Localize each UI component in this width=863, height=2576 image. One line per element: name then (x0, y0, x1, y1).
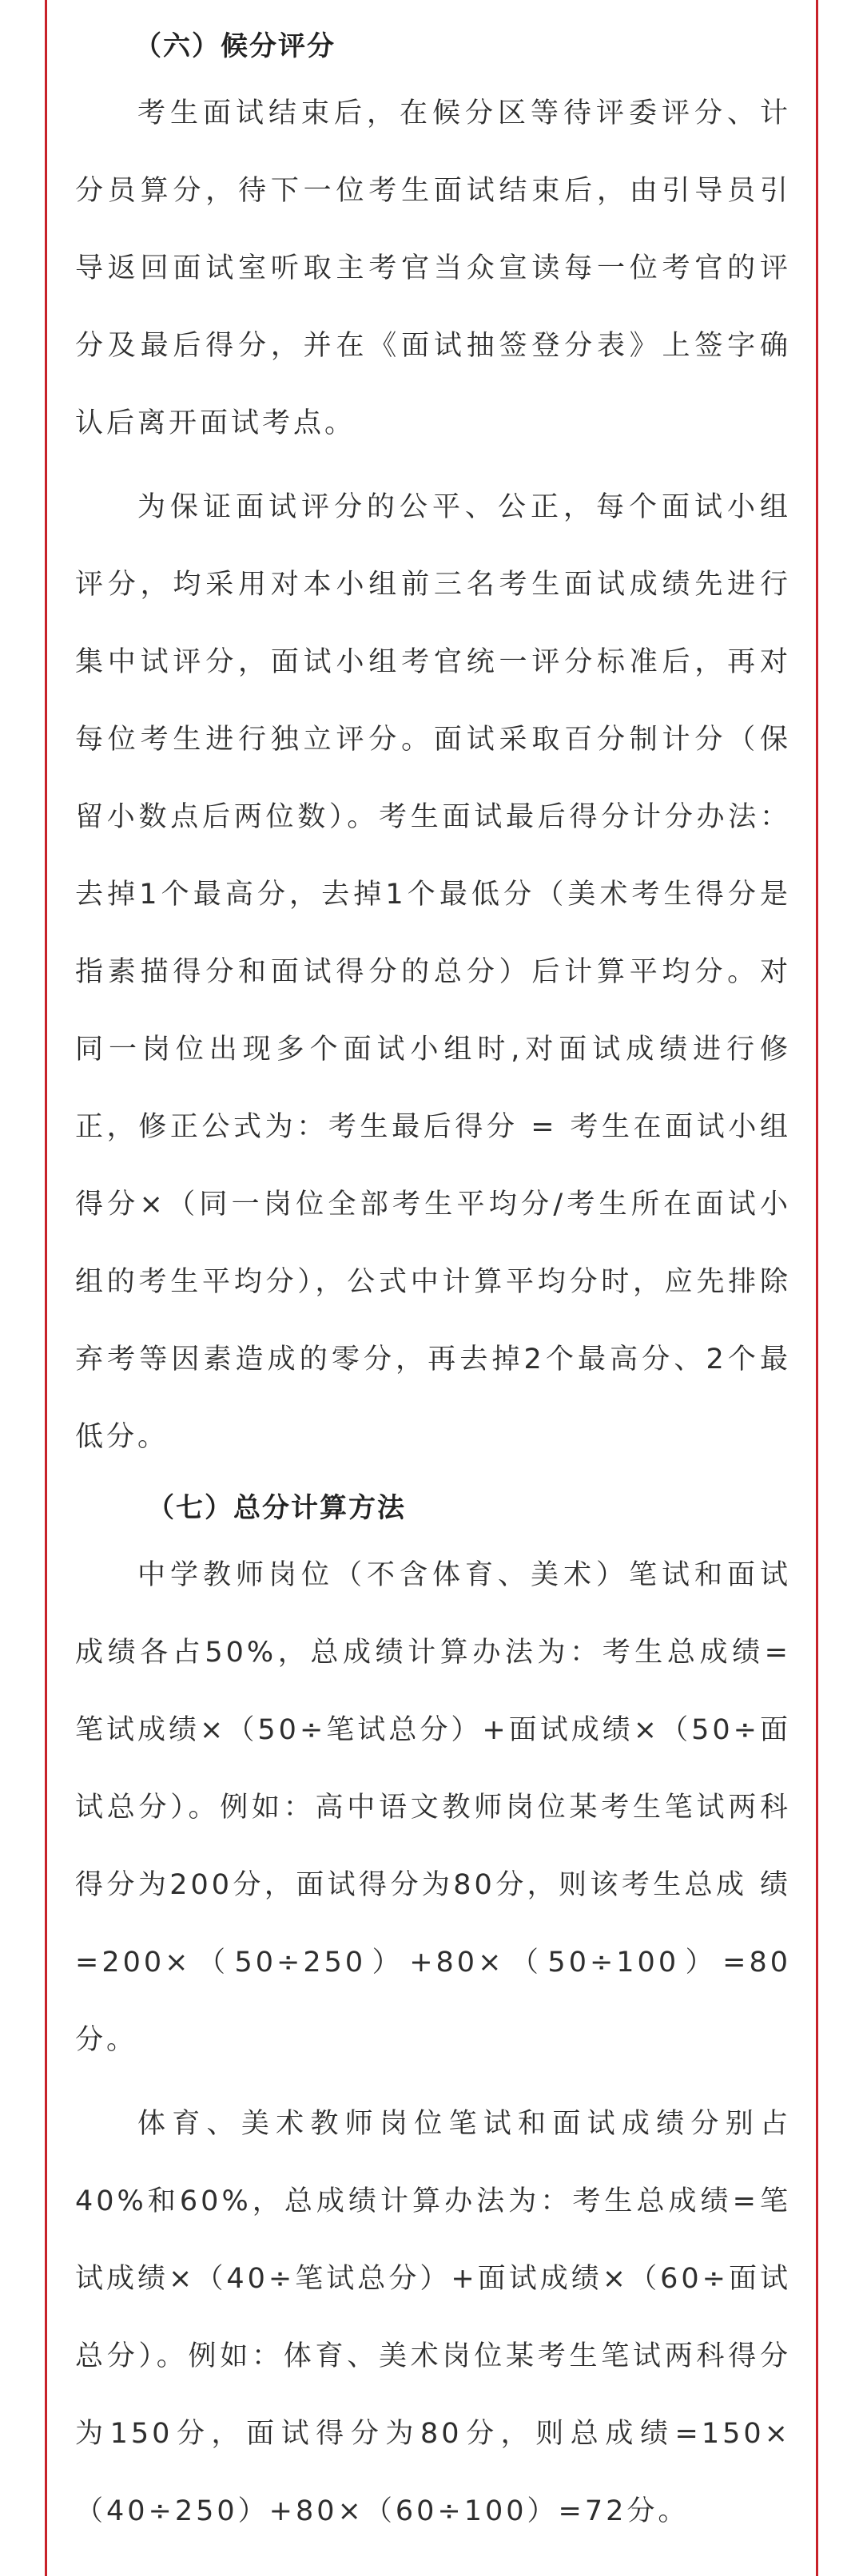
section-heading-7: （七）总分计算方法 (147, 1492, 406, 1524)
article-body (75, 18, 791, 2550)
paragraph-pe-art-total: 体育、美术教师岗位笔试和面试成绩分别占40%和60%，总成绩计算办法为：考生总成绩=笔试成绩×（40÷笔试总分）+面试成绩×（60÷面试总分）。例如：体育、美术岗位某考生笔试两科得分为150分，面试得分为80分，则总成绩=150×（40÷250）+80×（60÷100）=72分。 (75, 2108, 791, 2527)
section-heading-6: （六）候分评分 (134, 30, 336, 62)
paragraph-middle-school-total: 中学教师岗位（不含体育、美术）笔试和面试成绩各占50%，总成绩计算办法为：考生总成绩=笔试成绩×（50÷笔试总分）+面试成绩×（50÷面试总分）。例如：高中语文教师岗位某考生笔试两科得分为200分，面试得分为80分，则该考生总成 绩 =200×（50÷250）+80×（50÷100）=80分。 (75, 1559, 791, 2056)
paragraph-scoring-method: 为保证面试评分的公平、公正，每个面试小组评分，均采用对本小组前三名考生面试成绩先进行集中试评分，面试小组考官统一评分标准后，再对每位考生进行独立评分。面试采取百分制计分（保留小数点后两位数）。考生面试最后得分计分办法：去掉1个最高分，去掉1个最低分（美术考生得分是指素描得分和面试得分的总分）后计算平均分。对同一岗位出现多个面试小组时,对面试成绩进行修正，修正公式为：考生最后得分 = 考生在面试小组得分×（同一岗位全部考生平均分/考生所在面试小组的考生平均分），公式中计算平均分时，应先排除弃考等因素造成的零分，再去掉2个最高分、2个最低分。 (75, 491, 791, 1453)
paragraph-waiting-scoring: 考生面试结束后，在候分区等待评委评分、计分员算分，待下一位考生面试结束后，由引导员引导返回面试室听取主考官当众宣读每一位考官的评分及最后得分，并在《面试抽签登分表》上签字确认后离开面试考点。 (75, 97, 791, 439)
